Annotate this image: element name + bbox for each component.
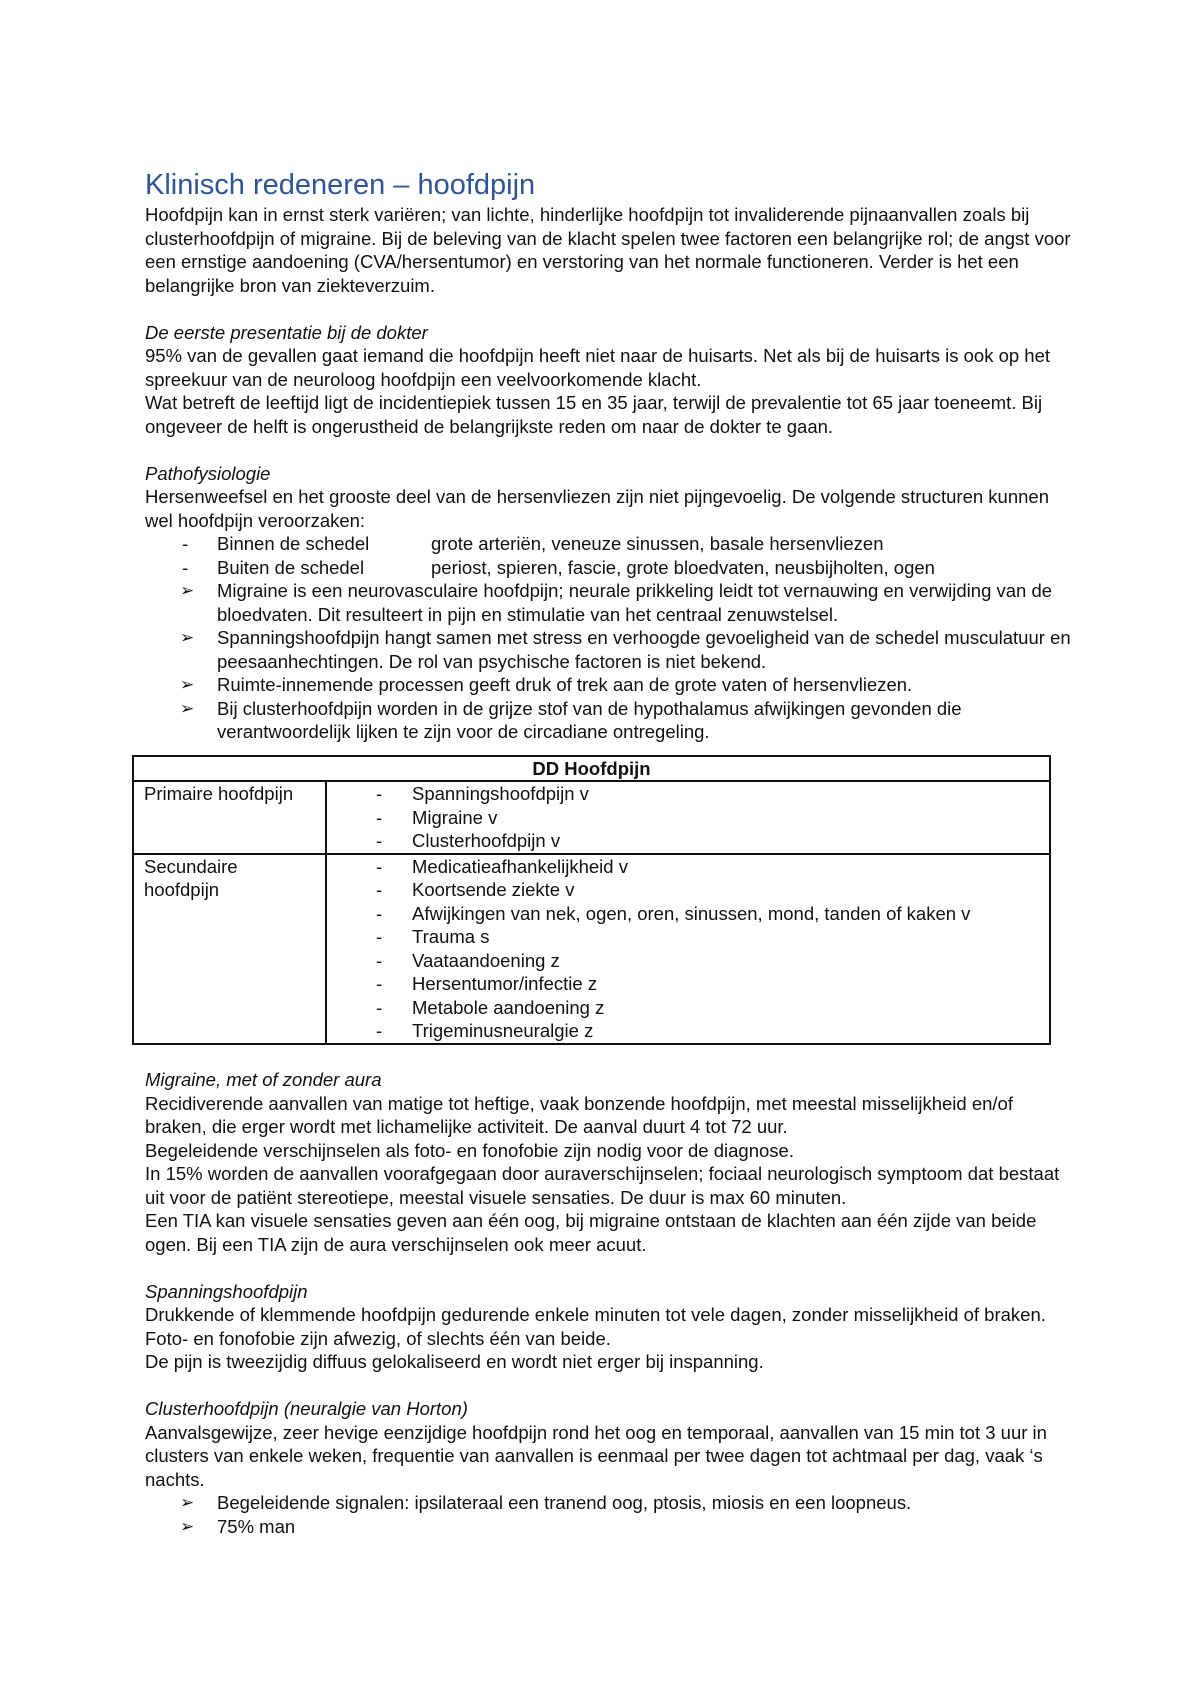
dd-item: Medicatieafhankelijkheid v — [412, 855, 628, 877]
dd-item: Trigeminusneuralgie z — [412, 1020, 594, 1041]
presentation-heading: De eerste presentatie bij de dokter — [145, 321, 428, 343]
dd-item: Metabole aandoening z — [412, 996, 605, 1018]
dash-bullet: - — [376, 879, 383, 900]
cluster-list — [145, 1491, 1075, 1538]
list-item — [337, 806, 1039, 830]
list-item — [337, 902, 1039, 926]
list-item — [145, 626, 1075, 673]
dd-item: Vaataandoening z — [412, 949, 560, 971]
list-item — [337, 1019, 1039, 1043]
dd-items-list — [337, 782, 1039, 853]
table-row — [133, 781, 1050, 854]
dd-item: Koortsende ziekte v — [412, 879, 575, 900]
page-title: Klinisch redeneren – hoofdpijn — [145, 169, 536, 201]
dd-item: Afwijkingen van nek, ogen, oren, sinussen, mond, tanden of kaken v — [412, 902, 971, 924]
list-item — [145, 579, 1075, 626]
list-item-text: Migraine is een neurovasculaire hoofdpijn; neurale prikkeling leidt tot vernauwing en verwijding van de bloedvaten. Dit resulteert in pijn en stimulatie van het centraal zenuwstelsel. — [217, 580, 1053, 625]
structure-label: Buiten de schedel — [217, 556, 365, 578]
dash-bullet: - — [376, 1020, 383, 1041]
arrow-bullet-icon: ➢ — [180, 581, 195, 600]
list-item — [337, 949, 1039, 973]
dash-bullet: - — [376, 949, 383, 971]
dd-item: Clusterhoofdpijn v — [412, 830, 561, 851]
arrow-bullet-icon: ➢ — [180, 698, 195, 718]
tension-paragraph-1: Drukkende of klemmende hoofdpijn gedurende enkele minuten tot vele dagen, zonder misselijkheid of braken. Foto- en fonofobie zijn afwezig, of slechts één van beide. — [145, 1304, 1046, 1349]
dd-item: Migraine v — [412, 806, 498, 828]
list-item — [337, 878, 1039, 902]
structures-list — [145, 532, 1075, 579]
migraine-paragraph-2: Begeleidende verschijnselen als foto- en fonofobie zijn nodig voor de diagnose. — [145, 1139, 794, 1161]
list-item-text: Begeleidende signalen: ipsilateraal een tranend oog, ptosis, miosis en een loopneus. — [217, 1492, 912, 1513]
list-item — [145, 1515, 1075, 1539]
arrow-bullet-icon: ➢ — [180, 1516, 195, 1536]
dash-bullet: - — [182, 556, 189, 578]
list-item — [337, 972, 1039, 996]
list-item — [337, 855, 1039, 879]
dd-category: Primaire hoofdpijn — [133, 781, 326, 854]
list-item — [145, 532, 1075, 556]
list-item — [145, 556, 1075, 580]
cluster-paragraph: Aanvalsgewijze, zeer hevige eenzijdige hoofdpijn rond het oog en temporaal, aanvallen van 15 min tot 3 uur in clusters van enkele weken, frequentie van aanvallen is eenmaal per twee dagen tot achtmaal per dag, vaak ‘s nachts. — [145, 1421, 1047, 1490]
dd-items-cell — [326, 781, 1050, 854]
list-item-text: Ruimte-innemende processen geeft druk of trek aan de grote vaten of hersenvliezen. — [217, 674, 913, 695]
list-item-text: Bij clusterhoofdpijn worden in de grijze stof van de hypothalamus afwijkingen gevonden die verantwoordelijk lijken te zijn voor de circadiane ontregeling. — [217, 697, 962, 742]
cluster-heading: Clusterhoofdpijn (neuralgie van Horton) — [145, 1398, 468, 1419]
pathophysiology-paragraph: Hersenweefsel en het grooste deel van de hersenvliezen zijn niet pijngevoelig. De volgende structuren kunnen wel hoofdpijn veroorzaken: — [145, 486, 1049, 531]
migraine-paragraph-1: Recidiverende aanvallen van matige tot heftige, vaak bonzende hoofdpijn, met meestal misselijkheid en/of braken, die erger wordt met lichamelijke activiteit. De aanval duurt 4 tot 72 uur. — [145, 1092, 1013, 1137]
structure-value: grote arteriën, veneuze sinussen, basale hersenvliezen — [431, 533, 884, 554]
mechanism-list — [145, 579, 1075, 744]
list-item — [337, 996, 1039, 1020]
migraine-heading: Migraine, met of zonder aura — [145, 1069, 382, 1090]
dash-bullet: - — [376, 830, 383, 851]
list-item — [145, 697, 1075, 744]
dd-item: Hersentumor/infectie z — [412, 973, 598, 994]
list-item — [337, 829, 1039, 853]
structure-value: periost, spieren, fascie, grote bloedvaten, neusbijholten, ogen — [431, 556, 935, 578]
dash-bullet: - — [376, 806, 383, 828]
presentation-paragraph-1: 95% van de gevallen gaat iemand die hoofdpijn heeft niet naar de huisarts. Net als bij de huisarts is ook op het spreekuur van de neuroloog hoofdpijn een veelvoorkomende klacht. — [145, 345, 1051, 390]
table-row — [133, 854, 1050, 1044]
migraine-paragraph-3: In 15% worden de aanvallen voorafgegaan door auraverschijnselen; fociaal neurologisch symptoom dat bestaat uit voor de patiënt stereotiepe, meestal visuele sensaties. De duur is max 60 minuten. — [145, 1163, 1060, 1208]
structure-label: Binnen de schedel — [217, 533, 370, 554]
dd-item: Trauma s — [412, 926, 490, 947]
presentation-paragraph-2: Wat betreft de leeftijd ligt de incidentiepiek tussen 15 en 35 jaar, terwijl de prevalentie tot 65 jaar toeneemt. Bij ongeveer de helft is ongerustheid de belangrijkste reden om naar de dokter te gaan. — [145, 392, 1043, 437]
list-item — [337, 925, 1039, 949]
tension-heading: Spanningshoofdpijn — [145, 1280, 308, 1302]
dd-item: Spanningshoofdpijn v — [412, 783, 589, 804]
arrow-bullet-icon: ➢ — [180, 1493, 195, 1512]
dash-bullet: - — [376, 996, 383, 1018]
dd-table-header: DD Hoofdpijn — [133, 756, 1050, 782]
migraine-paragraph-4: Een TIA kan visuele sensaties geven aan één oog, bij migraine ontstaan de klachten aan één zijde van beide ogen. Bij een TIA zijn de aura verschijnselen ook meer acuut. — [145, 1210, 1037, 1255]
arrow-bullet-icon: ➢ — [180, 675, 195, 694]
list-item — [145, 673, 1075, 697]
dash-bullet: - — [376, 926, 383, 947]
dash-bullet: - — [376, 783, 383, 804]
list-item — [337, 782, 1039, 806]
dd-table — [132, 755, 1051, 1045]
dash-bullet: - — [182, 533, 189, 554]
pathophysiology-heading: Pathofysiologie — [145, 462, 271, 484]
dd-items-cell — [326, 854, 1050, 1044]
list-item-text: Spanningshoofdpijn hangt samen met stress en verhoogde gevoeligheid van de schedel musculatuur en peesaanhechtingen. De rol van psychische factoren is niet bekend. — [217, 627, 1071, 672]
dash-bullet: - — [376, 902, 383, 924]
list-item — [145, 1491, 1075, 1515]
intro-paragraph: Hoofdpijn kan in ernst sterk variëren; van lichte, hinderlijke hoofdpijn tot invaliderende pijnaanvallen zoals bij clusterhoofdpijn of migraine. Bij de beleving van de klacht spelen twee factoren een belangrijke rol; de angst voor een ernstige aandoening (CVA/hersentumor) en verstoring van het normale functioneren. Verder is het een belangrijke bron van ziekteverzuim. — [145, 204, 1071, 296]
dash-bullet: - — [376, 855, 383, 877]
arrow-bullet-icon: ➢ — [180, 628, 195, 647]
tension-paragraph-2: De pijn is tweezijdig diffuus gelokaliseerd en wordt niet erger bij inspanning. — [145, 1351, 764, 1372]
dd-items-list — [337, 855, 1039, 1043]
dd-category: Secundaire hoofdpijn — [133, 854, 326, 1044]
dash-bullet: - — [376, 973, 383, 994]
document-content — [145, 167, 1075, 1538]
list-item-text: 75% man — [217, 1515, 296, 1537]
